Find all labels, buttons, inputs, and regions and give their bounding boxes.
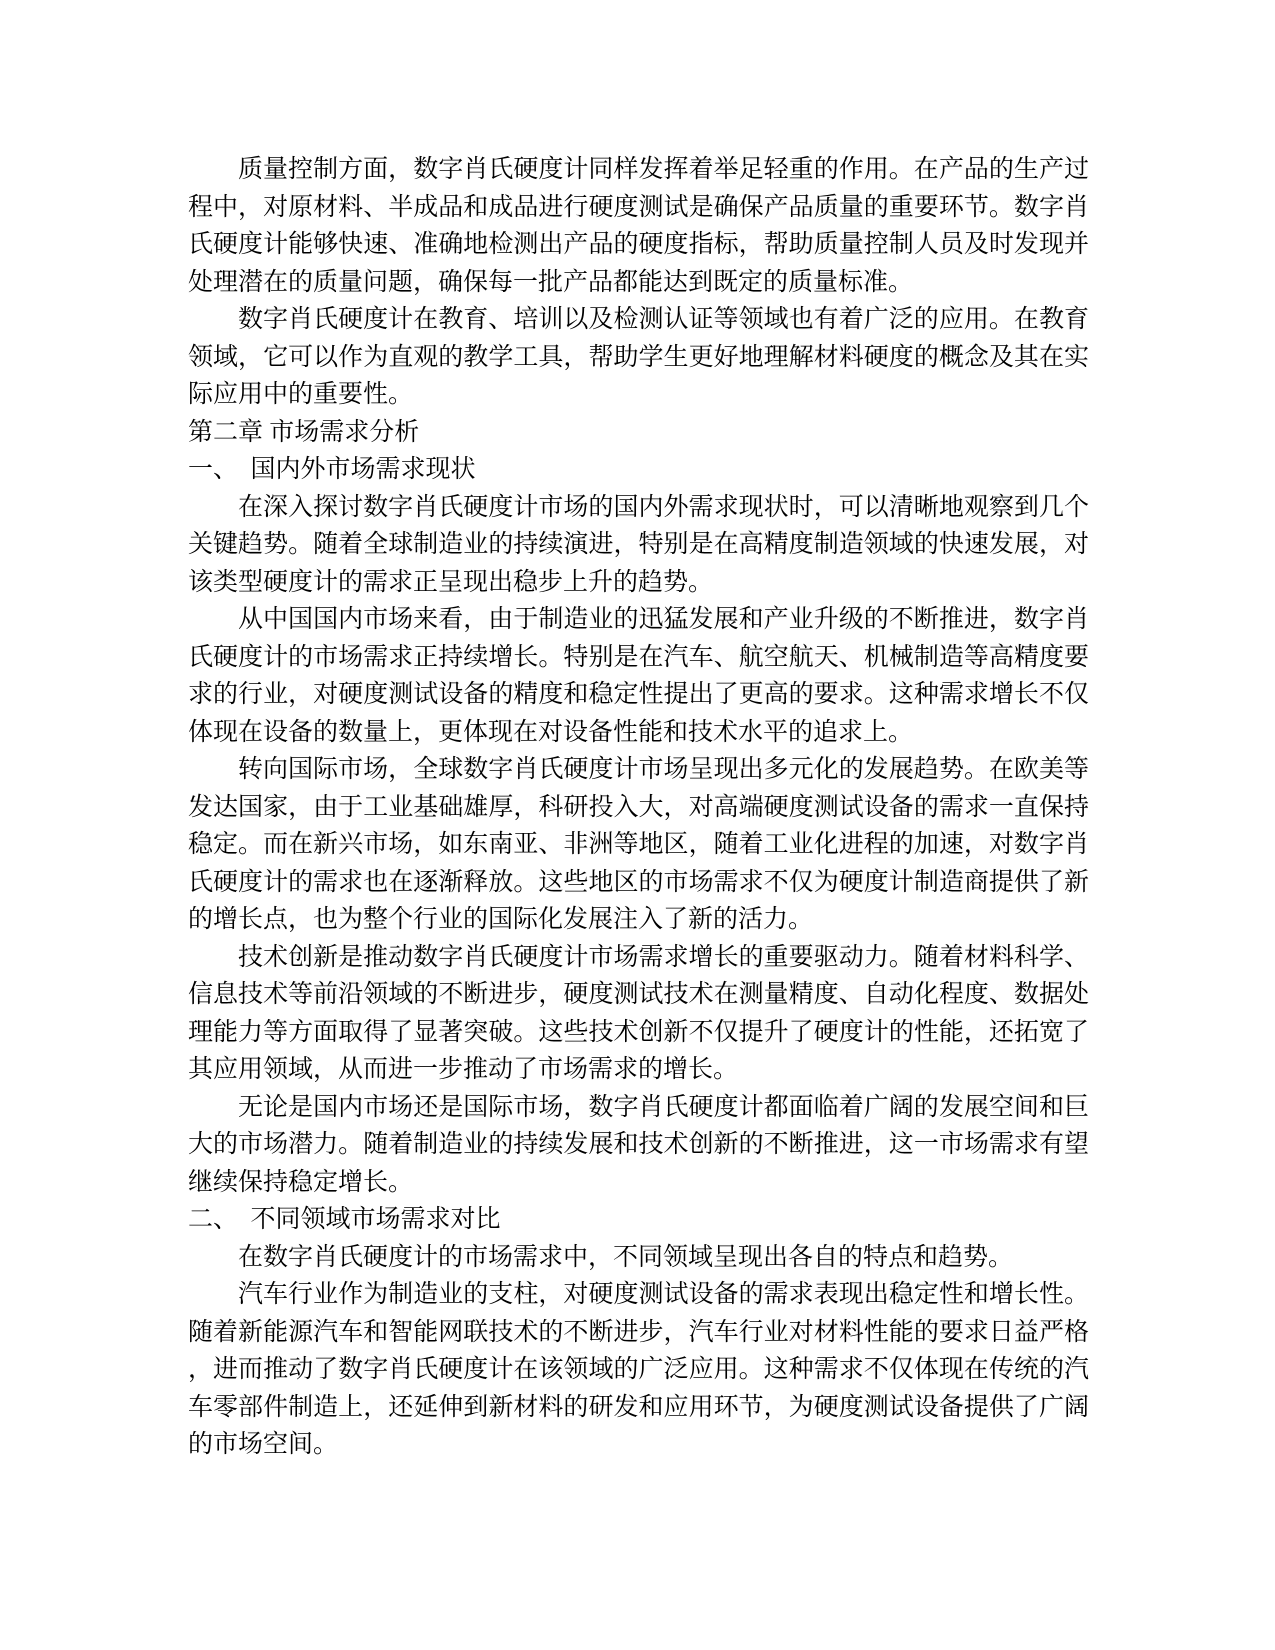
text-line: 汽车行业作为制造业的支柱，对硬度测试设备的需求表现出稳定性和增长性。 bbox=[238, 1281, 1089, 1308]
text-line: 发达国家，由于工业基础雄厚，科研投入大，对高端硬度测试设备的需求一直保持 bbox=[188, 793, 1089, 821]
text-line: 车零部件制造上，还延伸到新材料的研发和应用环节，为硬度测试设备提供了广阔 bbox=[188, 1393, 1089, 1421]
text-line: 该类型硬度计的需求正呈现出稳步上升的趋势。 bbox=[188, 568, 714, 596]
text-line: 关键趋势。随着全球制造业的持续演进，特别是在高精度制造领域的快速发展，对 bbox=[188, 531, 1089, 558]
text-line: 大的市场潜力。随着制造业的持续发展和技术创新的不断推进，这一市场需求有望 bbox=[188, 1131, 1089, 1158]
text-line: 处理潜在的质量问题，确保每一批产品都能达到既定的质量标准。 bbox=[188, 268, 914, 296]
text-line: ，进而推动了数字肖氏硬度计在该领域的广泛应用。这种需求不仅体现在传统的汽 bbox=[188, 1356, 1089, 1383]
text-line: 求的行业，对硬度测试设备的精度和稳定性提出了更高的要求。这种需求增长不仅 bbox=[188, 681, 1089, 708]
text-line: 际应用中的重要性。 bbox=[188, 381, 414, 408]
text-line: 氏硬度计的需求也在逐渐释放。这些地区的市场需求不仅为硬度计制造商提供了新 bbox=[188, 868, 1089, 896]
text-line: 继续保持稳定增长。 bbox=[188, 1168, 414, 1196]
text-line: 从中国国内市场来看，由于制造业的迅猛发展和产业升级的不断推进，数字肖 bbox=[238, 606, 1089, 633]
text-line: 氏硬度计能够快速、准确地检测出产品的硬度指标，帮助质量控制人员及时发现并 bbox=[188, 231, 1089, 258]
text-line: 技术创新是推动数字肖氏硬度计市场需求增长的重要驱动力。随着材料科学、 bbox=[238, 943, 1089, 971]
text-line: 转向国际市场，全球数字肖氏硬度计市场呈现出多元化的发展趋势。在欧美等 bbox=[238, 756, 1089, 783]
text-line: 质量控制方面，数字肖氏硬度计同样发挥着举足轻重的作用。在产品的生产过 bbox=[238, 156, 1089, 183]
text-line: 的增长点，也为整个行业的国际化发展注入了新的活力。 bbox=[188, 906, 814, 933]
text-line: 稳定。而在新兴市场，如东南亚、非洲等地区，随着工业化进程的加速，对数字肖 bbox=[188, 831, 1089, 858]
text-line: 体现在设备的数量上，更体现在对设备性能和技术水平的追求上。 bbox=[188, 718, 914, 746]
document-content bbox=[188, 151, 1089, 1464]
text-line: 领域，它可以作为直观的教学工具，帮助学生更好地理解材料硬度的概念及其在实 bbox=[188, 343, 1089, 371]
text-line: 无论是国内市场还是国际市场，数字肖氏硬度计都面临着广阔的发展空间和巨 bbox=[238, 1093, 1089, 1121]
chapter-heading: 第二章 市场需求分析 bbox=[188, 418, 420, 446]
text-line: 理能力等方面取得了显著突破。这些技术创新不仅提升了硬度计的性能，还拓宽了 bbox=[188, 1018, 1089, 1046]
text-line: 氏硬度计的市场需求正持续增长。特别是在汽车、航空航天、机械制造等高精度要 bbox=[188, 643, 1089, 671]
text-line: 数字肖氏硬度计在教育、培训以及检测认证等领域也有着广泛的应用。在教育 bbox=[238, 306, 1089, 333]
text-line: 的市场空间。 bbox=[188, 1431, 339, 1458]
section-heading: 一、 国内外市场需求现状 bbox=[188, 456, 476, 483]
text-line: 在深入探讨数字肖氏硬度计市场的国内外需求现状时，可以清晰地观察到几个 bbox=[238, 493, 1089, 521]
text-line: 信息技术等前沿领域的不断进步，硬度测试技术在测量精度、自动化程度、数据处 bbox=[188, 981, 1089, 1008]
text-line: 其应用领域，从而进一步推动了市场需求的增长。 bbox=[188, 1056, 739, 1083]
text-line: 随着新能源汽车和智能网联技术的不断进步，汽车行业对材料性能的要求日益严格 bbox=[188, 1318, 1089, 1346]
section-heading: 二、 不同领域市场需求对比 bbox=[188, 1206, 501, 1233]
text-line: 在数字肖氏硬度计的市场需求中，不同领域呈现出各自的特点和趋势。 bbox=[238, 1243, 1014, 1271]
text-line: 程中，对原材料、半成品和成品进行硬度测试是确保产品质量的重要环节。数字肖 bbox=[188, 193, 1089, 221]
